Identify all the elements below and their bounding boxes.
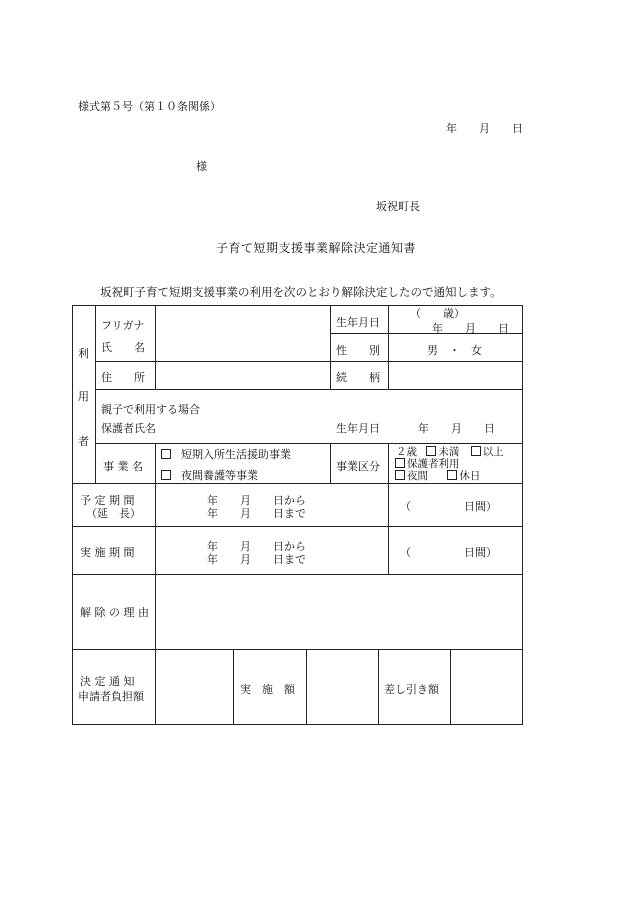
service-option-1[interactable]	[161, 446, 291, 462]
form-number: 様式第５号（第１０条関係）	[78, 100, 221, 113]
holiday-checkbox[interactable]	[447, 470, 457, 480]
relation-field[interactable]	[389, 362, 522, 389]
guardian-birth-ymd: 年 月 日	[418, 422, 495, 435]
service-option-2-label: 夜間養護等事業	[181, 469, 258, 482]
actual-amount-label: 実 施 額	[240, 683, 295, 696]
holiday-label: 休日	[459, 470, 481, 482]
scheduled-to: 年 月 日まで	[207, 507, 306, 520]
scheduled-days-open: （	[400, 500, 411, 513]
guardian-use-checkbox[interactable]	[395, 458, 405, 468]
service-option-1-checkbox[interactable]	[161, 449, 171, 459]
date-line: 年 月 日	[446, 122, 523, 135]
actual-to: 年 月 日まで	[207, 553, 306, 566]
scheduled-period-sublabel: （延 長）	[86, 507, 141, 520]
guardian-birth-label: 生年月日	[336, 422, 380, 435]
actual-amount-field[interactable]	[307, 650, 378, 724]
scheduled-period-label: 予 定 期 間	[80, 494, 135, 507]
difference-label: 差し引き額	[384, 683, 439, 696]
scheduled-days: 日間）	[464, 500, 497, 513]
under-label: 未満	[438, 446, 460, 458]
age-text: （ 歳）	[410, 307, 465, 320]
service-label: 事 業 名	[103, 460, 143, 473]
actual-days-open: （	[400, 546, 411, 559]
service-option-2-checkbox[interactable]	[161, 470, 171, 480]
issuer: 坂祝町長	[376, 200, 420, 213]
over-label: 以上	[482, 446, 504, 458]
decision-amount-label: 決 定 通 知	[80, 675, 135, 688]
actual-period-label: 実 施 期 間	[80, 546, 135, 559]
applicant-burden-label: 申請者負担額	[78, 690, 144, 703]
category-time-row	[395, 468, 480, 483]
burden-amount-field[interactable]	[156, 650, 233, 724]
name-label: 氏 名	[101, 341, 145, 354]
night-label: 夜間	[407, 470, 428, 482]
parent-case-label: 親子で利用する場合	[101, 403, 200, 416]
category-age: ２歳	[396, 446, 417, 458]
user-side-label-3: 者	[78, 435, 89, 448]
intro-text: 坂祝町子育て短期支援事業の利用を次のとおり解除決定したので通知します。	[100, 285, 502, 299]
night-checkbox[interactable]	[395, 470, 405, 480]
furigana-label: フリガナ	[101, 319, 145, 332]
scheduled-from: 年 月 日から	[207, 494, 306, 507]
address-field[interactable]	[156, 362, 329, 389]
birth-ymd: 年 月 日	[432, 322, 509, 335]
guardian-use-label: 保護者利用	[407, 458, 460, 470]
difference-amount-field[interactable]	[451, 650, 522, 724]
actual-from: 年 月 日から	[207, 540, 306, 553]
user-side-label-1: 利	[78, 347, 89, 360]
over-checkbox[interactable]	[471, 446, 481, 456]
address-label: 住 所	[101, 371, 145, 384]
cancel-reason-label: 解 除 の 理 由	[80, 606, 149, 619]
birthdate-label: 生年月日	[336, 316, 380, 329]
actual-days: 日間）	[464, 546, 497, 559]
name-field[interactable]	[156, 306, 329, 361]
service-option-1-label: 短期入所生活援助事業	[181, 448, 291, 461]
category-label: 事業区分	[336, 460, 380, 473]
user-side-label-2: 用	[78, 390, 89, 403]
gender-label: 性 別	[336, 344, 380, 357]
page-title: 子育て短期支援事業解除決定通知書	[216, 241, 417, 255]
relation-label: 続 柄	[336, 371, 380, 384]
addressee-suffix: 様	[196, 160, 207, 173]
guardian-name-label: 保護者氏名	[101, 422, 156, 435]
under-checkbox[interactable]	[426, 446, 436, 456]
gender-options[interactable]: 男 ・ 女	[427, 344, 482, 357]
cancel-reason-field[interactable]	[156, 575, 522, 649]
service-option-2[interactable]	[161, 467, 258, 483]
